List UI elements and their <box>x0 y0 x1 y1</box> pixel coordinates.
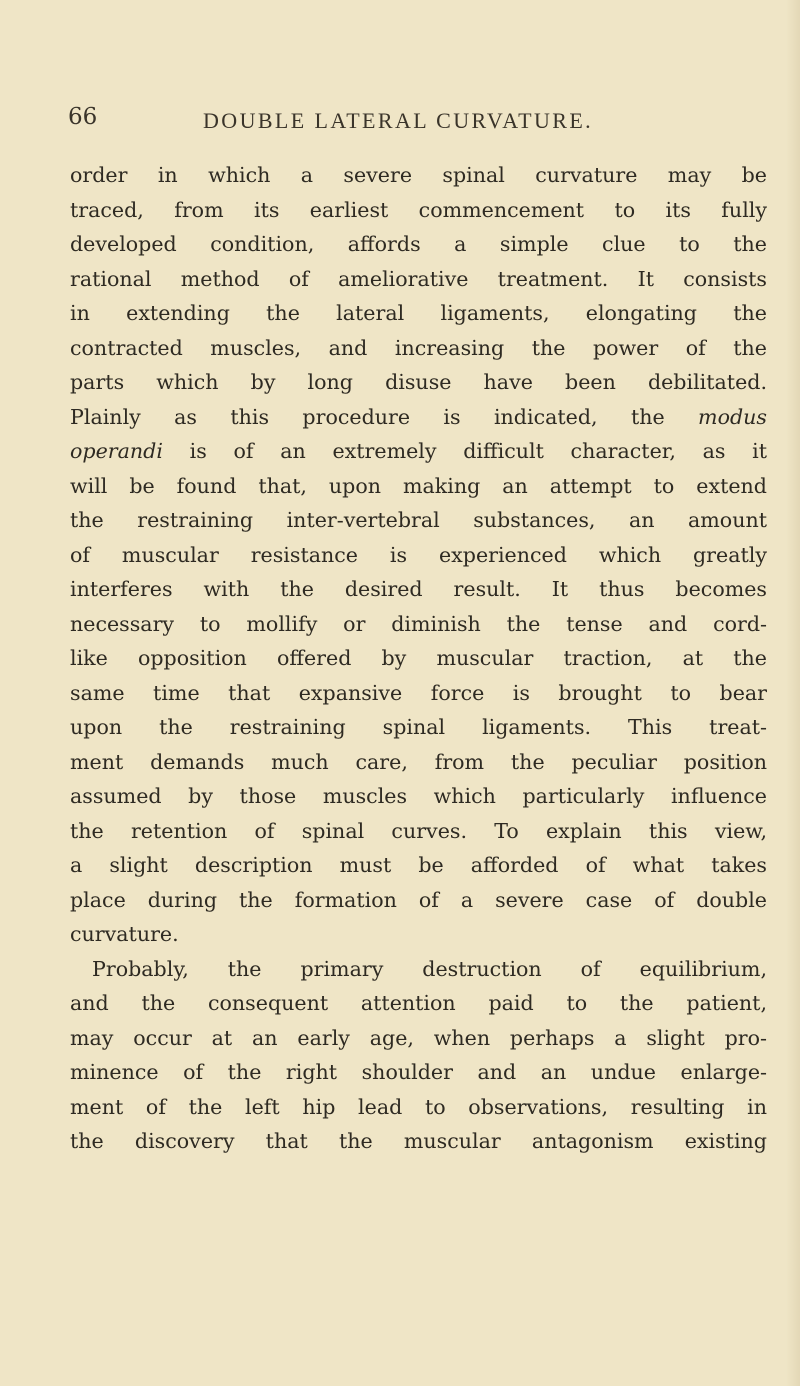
text-line: in extending the lateral ligaments, elongating the <box>70 301 767 325</box>
text-line: the restraining inter-vertebral substances, an amount <box>70 508 767 532</box>
text-line: traced, from its earliest commencement to its fully <box>70 197 767 222</box>
text-line: curvature. <box>70 922 179 946</box>
running-head: DOUBLE LATERAL CURVATURE. <box>203 108 594 133</box>
text-line: rational method of ameliorative treatment. It consists <box>70 266 767 291</box>
text-line: ment demands much care, from the peculiar position <box>70 749 767 774</box>
text-line: order in which a severe spinal curvature may be <box>70 163 767 187</box>
text-line: may occur at an early age, when perhaps a slight pro- <box>70 1025 767 1050</box>
text-line <box>70 400 767 434</box>
text-line: developed condition, affords a simple clue to the <box>70 232 767 256</box>
text-line: ment of the left hip lead to observations, resulting in <box>70 1094 767 1119</box>
text-line: parts which by long disuse have been debilitated. <box>70 370 767 394</box>
text-line: interferes with the desired result. It thus becomes <box>70 577 767 601</box>
text-line: will be found that, upon making an attempt to extend <box>70 473 767 498</box>
text-line: the discovery that the muscular antagonism existing <box>70 1129 767 1153</box>
italic-phrase: modus <box>698 404 767 429</box>
text-run: Plainly as this procedure is indicated, the <box>70 404 699 429</box>
text-line: of muscular resistance is experienced which greatly <box>70 542 767 567</box>
text-line: place during the formation of a severe case of double <box>70 887 767 912</box>
text-line: assumed by those muscles which particularly influence <box>70 784 767 808</box>
text-line: a slight description must be afforded of what takes <box>70 853 767 877</box>
text-line: same time that expansive force is brought to bear <box>70 680 767 705</box>
text-line: Probably, the primary destruction of equilibrium, <box>92 956 767 981</box>
text-run: is of an extremely difficult character, as it <box>162 439 767 463</box>
text-line: like opposition offered by muscular traction, at the <box>70 646 767 670</box>
page-edge-shadow <box>786 0 800 1386</box>
text-line: the retention of spinal curves. To explain this view, <box>70 818 767 843</box>
text-line: upon the restraining spinal ligaments. This treat- <box>70 715 767 739</box>
text-line: necessary to mollify or diminish the tense and cord- <box>70 611 767 636</box>
text-line: contracted muscles, and increasing the power of the <box>70 335 767 360</box>
text-line: and the consequent attention paid to the patient, <box>70 991 767 1015</box>
text-line <box>70 434 767 468</box>
italic-phrase: operandi <box>70 439 163 463</box>
text-line: minence of the right shoulder and an undue enlarge- <box>70 1060 767 1084</box>
page-number: 66 <box>68 104 98 130</box>
